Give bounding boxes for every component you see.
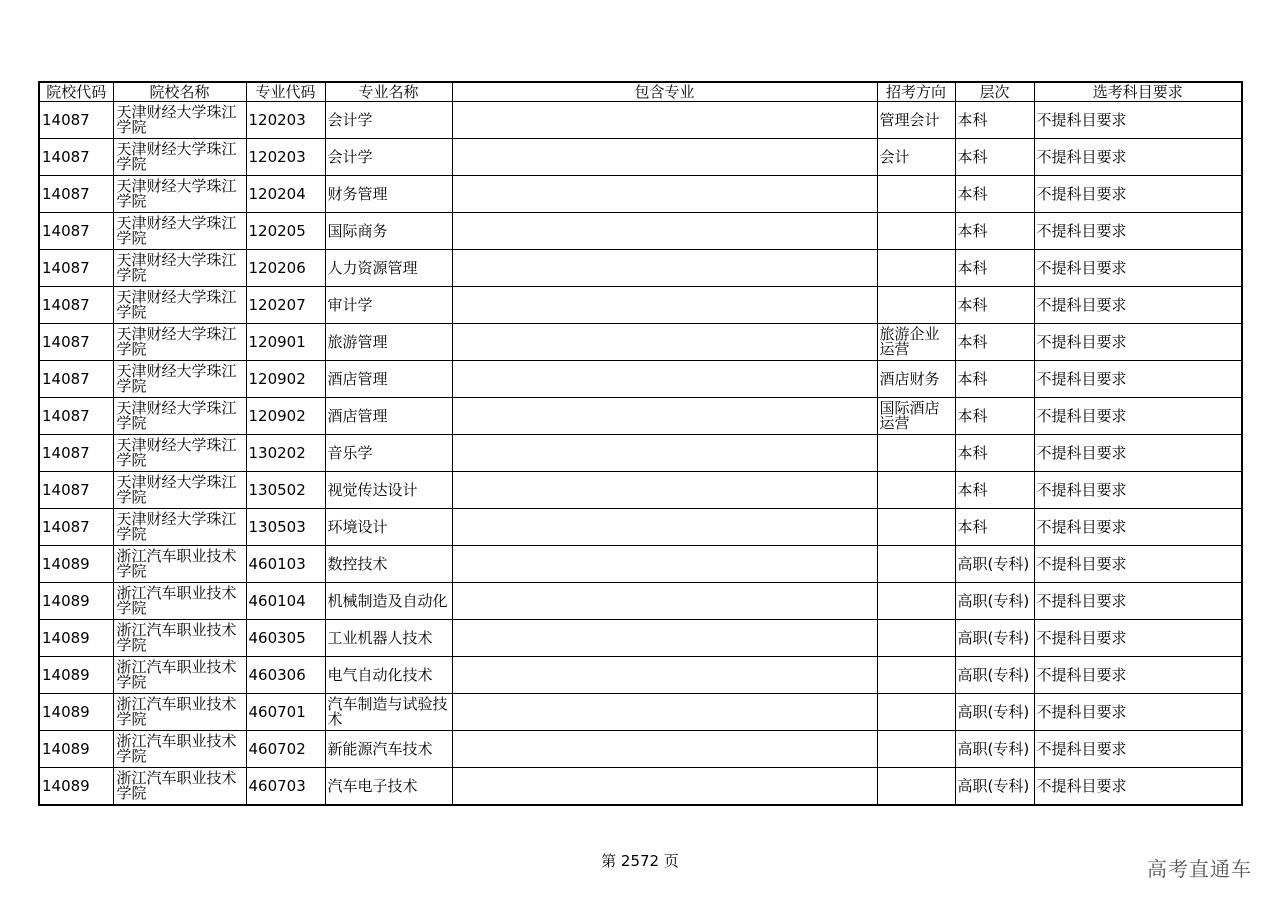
cell-major-name: 汽车制造与试验技术 [325, 694, 452, 731]
cell-school-code: 14087 [39, 139, 113, 176]
cell-direction [877, 176, 955, 213]
cell-major-code: 130502 [246, 472, 325, 509]
cell-school-code: 14089 [39, 731, 113, 768]
table-body [39, 102, 1242, 806]
cell-major-name: 酒店管理 [325, 398, 452, 435]
page-number: 第 2572 页 [601, 852, 679, 870]
cell-school-code: 14087 [39, 287, 113, 324]
cell-included-majors [452, 435, 877, 472]
cell-school-code: 14087 [39, 472, 113, 509]
cell-included-majors [452, 657, 877, 694]
cell-school-code: 14087 [39, 102, 113, 139]
cell-included-majors [452, 287, 877, 324]
cell-major-code: 120902 [246, 361, 325, 398]
cell-subject-requirement: 不提科目要求 [1034, 620, 1242, 657]
cell-major-code: 460305 [246, 620, 325, 657]
cell-direction [877, 731, 955, 768]
cell-school-code: 14089 [39, 620, 113, 657]
cell-included-majors [452, 509, 877, 546]
cell-school-code: 14087 [39, 361, 113, 398]
cell-major-code: 460306 [246, 657, 325, 694]
cell-school-name: 天津财经大学珠江学院 [113, 250, 246, 287]
cell-level: 高职(专科) [955, 546, 1034, 583]
cell-major-name: 环境设计 [325, 509, 452, 546]
cell-school-name: 浙江汽车职业技术学院 [113, 657, 246, 694]
cell-major-code: 130503 [246, 509, 325, 546]
header-school-code: 院校代码 [39, 82, 113, 102]
cell-school-name: 天津财经大学珠江学院 [113, 472, 246, 509]
cell-direction [877, 657, 955, 694]
cell-major-name: 酒店管理 [325, 361, 452, 398]
cell-included-majors [452, 176, 877, 213]
cell-school-name: 浙江汽车职业技术学院 [113, 731, 246, 768]
cell-level: 本科 [955, 287, 1034, 324]
cell-level: 本科 [955, 324, 1034, 361]
table-row [39, 398, 1242, 435]
header-school-name: 院校名称 [113, 82, 246, 102]
cell-direction [877, 213, 955, 250]
cell-subject-requirement: 不提科目要求 [1034, 472, 1242, 509]
cell-level: 本科 [955, 361, 1034, 398]
cell-included-majors [452, 361, 877, 398]
cell-major-code: 120206 [246, 250, 325, 287]
header-row [39, 82, 1242, 102]
cell-major-name: 新能源汽车技术 [325, 731, 452, 768]
cell-subject-requirement: 不提科目要求 [1034, 361, 1242, 398]
cell-level: 高职(专科) [955, 657, 1034, 694]
cell-subject-requirement: 不提科目要求 [1034, 435, 1242, 472]
cell-major-code: 120204 [246, 176, 325, 213]
cell-major-code: 460701 [246, 694, 325, 731]
header-included-majors: 包含专业 [452, 82, 877, 102]
cell-subject-requirement: 不提科目要求 [1034, 176, 1242, 213]
cell-major-name: 机械制造及自动化 [325, 583, 452, 620]
cell-direction: 国际酒店运营 [877, 398, 955, 435]
cell-included-majors [452, 250, 877, 287]
cell-school-name: 天津财经大学珠江学院 [113, 213, 246, 250]
cell-level: 本科 [955, 398, 1034, 435]
table-row [39, 361, 1242, 398]
cell-major-code: 120203 [246, 139, 325, 176]
watermark: 高考直通车 [1147, 857, 1252, 881]
cell-direction [877, 287, 955, 324]
cell-direction [877, 435, 955, 472]
table-row [39, 213, 1242, 250]
cell-school-code: 14089 [39, 657, 113, 694]
cell-level: 高职(专科) [955, 731, 1034, 768]
table-header [39, 82, 1242, 102]
cell-subject-requirement: 不提科目要求 [1034, 694, 1242, 731]
cell-level: 本科 [955, 435, 1034, 472]
header-major-code: 专业代码 [246, 82, 325, 102]
cell-school-name: 浙江汽车职业技术学院 [113, 583, 246, 620]
cell-level: 本科 [955, 139, 1034, 176]
cell-school-name: 天津财经大学珠江学院 [113, 324, 246, 361]
cell-included-majors [452, 583, 877, 620]
cell-school-name: 天津财经大学珠江学院 [113, 361, 246, 398]
cell-major-code: 460703 [246, 768, 325, 806]
cell-direction [877, 768, 955, 806]
cell-direction: 会计 [877, 139, 955, 176]
cell-level: 本科 [955, 102, 1034, 139]
cell-direction [877, 583, 955, 620]
cell-subject-requirement: 不提科目要求 [1034, 102, 1242, 139]
cell-major-name: 音乐学 [325, 435, 452, 472]
cell-level: 高职(专科) [955, 583, 1034, 620]
cell-school-code: 14089 [39, 768, 113, 806]
table-row [39, 287, 1242, 324]
cell-included-majors [452, 768, 877, 806]
cell-major-code: 120207 [246, 287, 325, 324]
cell-major-name: 数控技术 [325, 546, 452, 583]
cell-included-majors [452, 102, 877, 139]
cell-included-majors [452, 546, 877, 583]
cell-major-code: 120902 [246, 398, 325, 435]
cell-major-code: 120205 [246, 213, 325, 250]
table-row [39, 472, 1242, 509]
cell-major-name: 人力资源管理 [325, 250, 452, 287]
cell-level: 高职(专科) [955, 620, 1034, 657]
cell-school-code: 14089 [39, 546, 113, 583]
cell-subject-requirement: 不提科目要求 [1034, 509, 1242, 546]
cell-direction: 酒店财务 [877, 361, 955, 398]
cell-direction: 管理会计 [877, 102, 955, 139]
cell-direction [877, 546, 955, 583]
cell-school-name: 天津财经大学珠江学院 [113, 287, 246, 324]
cell-major-code: 460103 [246, 546, 325, 583]
cell-direction [877, 620, 955, 657]
table-row [39, 324, 1242, 361]
cell-major-code: 120203 [246, 102, 325, 139]
cell-included-majors [452, 324, 877, 361]
cell-major-name: 汽车电子技术 [325, 768, 452, 806]
cell-subject-requirement: 不提科目要求 [1034, 768, 1242, 806]
cell-subject-requirement: 不提科目要求 [1034, 546, 1242, 583]
header-direction: 招考方向 [877, 82, 955, 102]
header-subject-requirement: 选考科目要求 [1034, 82, 1242, 102]
cell-school-name: 天津财经大学珠江学院 [113, 176, 246, 213]
cell-major-name: 工业机器人技术 [325, 620, 452, 657]
cell-major-code: 460104 [246, 583, 325, 620]
cell-included-majors [452, 398, 877, 435]
cell-school-name: 浙江汽车职业技术学院 [113, 768, 246, 806]
cell-subject-requirement: 不提科目要求 [1034, 731, 1242, 768]
cell-level: 本科 [955, 472, 1034, 509]
cell-school-code: 14087 [39, 398, 113, 435]
cell-level: 本科 [955, 250, 1034, 287]
cell-major-name: 会计学 [325, 102, 452, 139]
cell-school-code: 14089 [39, 583, 113, 620]
cell-major-name: 财务管理 [325, 176, 452, 213]
cell-major-code: 130202 [246, 435, 325, 472]
cell-subject-requirement: 不提科目要求 [1034, 657, 1242, 694]
table-row [39, 250, 1242, 287]
cell-school-name: 天津财经大学珠江学院 [113, 509, 246, 546]
table-row [39, 731, 1242, 768]
cell-school-code: 14089 [39, 694, 113, 731]
cell-major-name: 会计学 [325, 139, 452, 176]
cell-level: 本科 [955, 213, 1034, 250]
cell-school-code: 14087 [39, 176, 113, 213]
cell-level: 高职(专科) [955, 694, 1034, 731]
cell-school-name: 天津财经大学珠江学院 [113, 435, 246, 472]
cell-school-name: 浙江汽车职业技术学院 [113, 620, 246, 657]
table-row [39, 768, 1242, 806]
cell-direction [877, 472, 955, 509]
cell-direction: 旅游企业运营 [877, 324, 955, 361]
cell-direction [877, 250, 955, 287]
cell-school-name: 天津财经大学珠江学院 [113, 398, 246, 435]
cell-major-name: 国际商务 [325, 213, 452, 250]
cell-major-code: 460702 [246, 731, 325, 768]
cell-major-name: 审计学 [325, 287, 452, 324]
cell-subject-requirement: 不提科目要求 [1034, 213, 1242, 250]
table-row [39, 509, 1242, 546]
cell-level: 高职(专科) [955, 768, 1034, 806]
header-level: 层次 [955, 82, 1034, 102]
cell-subject-requirement: 不提科目要求 [1034, 324, 1242, 361]
cell-included-majors [452, 139, 877, 176]
cell-subject-requirement: 不提科目要求 [1034, 139, 1242, 176]
cell-subject-requirement: 不提科目要求 [1034, 398, 1242, 435]
cell-school-code: 14087 [39, 324, 113, 361]
cell-major-name: 视觉传达设计 [325, 472, 452, 509]
cell-school-code: 14087 [39, 213, 113, 250]
cell-school-name: 天津财经大学珠江学院 [113, 139, 246, 176]
admissions-table [38, 81, 1243, 806]
cell-level: 本科 [955, 509, 1034, 546]
table-row [39, 139, 1242, 176]
cell-school-code: 14087 [39, 509, 113, 546]
table-row [39, 657, 1242, 694]
table-row [39, 620, 1242, 657]
cell-school-name: 天津财经大学珠江学院 [113, 102, 246, 139]
cell-included-majors [452, 694, 877, 731]
cell-direction [877, 694, 955, 731]
cell-school-name: 浙江汽车职业技术学院 [113, 694, 246, 731]
header-major-name: 专业名称 [325, 82, 452, 102]
table-row [39, 546, 1242, 583]
cell-subject-requirement: 不提科目要求 [1034, 583, 1242, 620]
cell-school-code: 14087 [39, 435, 113, 472]
table-row [39, 694, 1242, 731]
cell-major-code: 120901 [246, 324, 325, 361]
cell-subject-requirement: 不提科目要求 [1034, 250, 1242, 287]
table-row [39, 102, 1242, 139]
table-row [39, 176, 1242, 213]
cell-included-majors [452, 213, 877, 250]
table-row [39, 583, 1242, 620]
cell-included-majors [452, 731, 877, 768]
cell-included-majors [452, 472, 877, 509]
cell-level: 本科 [955, 176, 1034, 213]
cell-school-code: 14087 [39, 250, 113, 287]
cell-direction [877, 509, 955, 546]
table-row [39, 435, 1242, 472]
cell-major-name: 旅游管理 [325, 324, 452, 361]
cell-major-name: 电气自动化技术 [325, 657, 452, 694]
cell-included-majors [452, 620, 877, 657]
cell-subject-requirement: 不提科目要求 [1034, 287, 1242, 324]
cell-school-name: 浙江汽车职业技术学院 [113, 546, 246, 583]
